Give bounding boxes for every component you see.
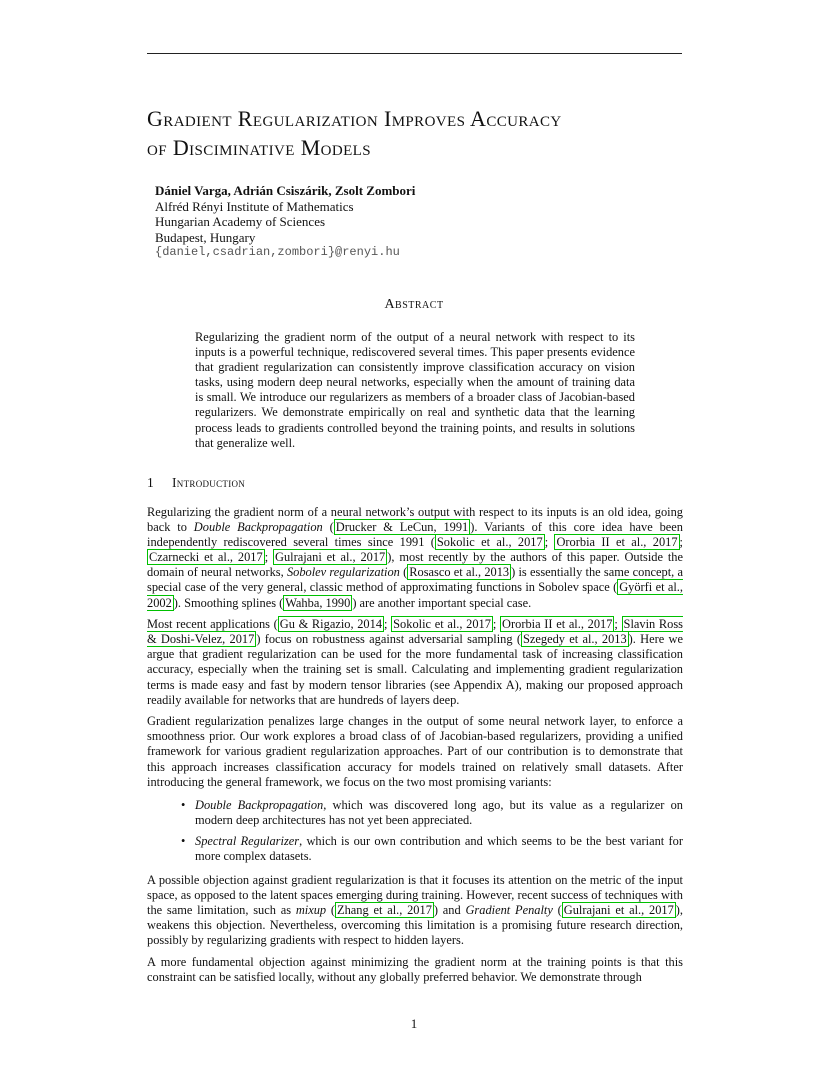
emphasis: mixup (295, 903, 327, 918)
affiliation-city: Budapest, Hungary (155, 229, 256, 245)
citation-link[interactable]: Ororbia II et al., 2017 (502, 617, 613, 632)
paragraph-4 (147, 873, 683, 948)
affiliation-academy: Hungarian Academy of Sciences (155, 214, 326, 229)
paragraph-2 (147, 617, 683, 708)
text-run: ; (264, 550, 273, 565)
citation-link[interactable]: Ororbia II et al., 2017 (556, 535, 678, 550)
citation-link[interactable]: Sokolic et al., 2017 (436, 535, 543, 550)
list-item-term: Spectral Regularizer (195, 833, 300, 848)
bullet-marker: • (181, 833, 186, 848)
text-run: ), weakens this objection. Nevertheless, overcoming this limitation is a promising future research direction, possibly by regularizing gradients with respect to hidden layers. (147, 903, 684, 948)
text-run: ; (614, 617, 622, 632)
text-run: ; (384, 617, 392, 632)
title-line-2: of Disciminative Models (147, 135, 371, 160)
citation-link[interactable]: Gulrajani et al., 2017 (563, 903, 674, 918)
text-run: ), most recently by the authors of this paper. Outside the domain of neural networks, (147, 550, 683, 580)
emphasis: Double Backpropagation (193, 520, 323, 535)
list-item-term: Double Backpropagation (195, 797, 324, 812)
abstract-heading: Abstract (384, 297, 444, 312)
section-title: Introduction (172, 475, 246, 490)
citation-link[interactable]: Drucker & LeCun, 1991 (335, 520, 469, 535)
citation-link[interactable]: Czarnecki et al., 2017 (149, 550, 263, 565)
author-block (155, 183, 415, 261)
abstract-text: Regularizing the gradient norm of the output of a neural network with respect to its inputs is a powerful technique, rediscovered several times. This paper presents evidence that gradient regularization can consistently improve classification accuracy on vision tasks, using modern deep neural networks, especially when the amount of training data is small. We introduce our regularizers as members of a broader class of Jacobian-based regularizers. We demonstrate empirically on real and synthetic data that the learning process leads to gradients controlled beyond the training points, and results in solutions that generalize well. (195, 330, 635, 450)
bullet-marker: • (181, 797, 186, 812)
text-run: ). Smoothing splines ( (173, 595, 284, 610)
paragraph-3: Gradient regularization penalizes large changes in the output of some neural network layer, to enforce a smoothness prior. Our work explores a broad class of of Jacobian-based regularizers, providing a unified framework for various gradient regularization approaches. Part of our contribution is to demonstrate that this approach increases classification accuracy for models trained on relatively small datasets. After introducing the general framework, we focus on the two most promising variants: (147, 714, 683, 789)
section-number: 1 (147, 475, 155, 490)
page-number: 1 (410, 1016, 418, 1031)
citation-link[interactable]: Zhang et al., 2017 (337, 903, 432, 918)
text-run: ) are another important special case. (352, 595, 532, 610)
affiliation-institute: Alfréd Rényi Institute of Mathematics (155, 198, 354, 214)
emphasis: Gradient Penalty (465, 903, 553, 918)
text-run: Most recent applications ( (147, 617, 278, 632)
text-run: ; (544, 535, 555, 550)
text-run: ( (399, 565, 408, 580)
variant-list (147, 798, 683, 864)
text-run: ). Here we argue that gradient regularization can be used for the more fundamental task of increasing classification accuracy, especially when the training set is small. Calculating and implementing gradient regularization terms is made easy and fast by modern tensor libraries (see Appendix A), making our proposed approach readily available for networks that are hundreds of layers deep. (147, 632, 683, 707)
text-run: ( (552, 903, 562, 918)
citation-link[interactable]: Sokolic et al., 2017 (393, 617, 491, 632)
text-run: ; (492, 617, 501, 632)
citation-link[interactable]: Szegedy et al., 2013 (522, 632, 627, 647)
arxiv-stamp (20, 278, 60, 758)
paper-title (147, 104, 707, 162)
text-run: ; (679, 535, 683, 550)
author-names: Dániel Varga, Adrián Csiszárik, Zsolt Zombori (155, 183, 416, 198)
text-run: ). Variants of this core idea have been independently rediscovered several times since 1991 ( (147, 520, 683, 550)
section-body (147, 505, 683, 992)
citation-link[interactable]: Gulrajani et al., 2017 (275, 550, 386, 565)
citation-link[interactable]: Rosasco et al., 2013 (409, 565, 510, 580)
text-run: ) focus on robustness against adversarial sampling ( (256, 632, 521, 647)
paragraph-1 (147, 505, 683, 611)
text-run: ( (326, 903, 336, 918)
author-emails: {daniel,csadrian,zombori}@renyi.hu (155, 245, 400, 259)
emphasis: Sobolev regularization (286, 565, 400, 580)
paragraph-5: A more fundamental objection against minimizing the gradient norm at the training points is that this constraint can be satisfied locally, without any globally preferred behavior. We demonstrate through (147, 955, 683, 985)
text-run: Regularizing the gradient norm of a neural network’s output with respect to its inputs is an old idea, going back to (147, 505, 683, 535)
list-item (181, 797, 683, 828)
citation-link[interactable]: Gu & Rigazio, 2014 (279, 617, 383, 632)
citation-link[interactable]: Wahba, 1990 (285, 595, 351, 610)
list-item (181, 833, 683, 864)
text-run: A possible objection against gradient regularization is that it focuses its attention on the metric of the input space, as opposed to the latent spaces emerging during training. However, recent success of techniques with the same limitation, such as (147, 873, 683, 918)
citation-link[interactable]: Slavin Ross & Doshi-Velez, 2017 (147, 617, 683, 647)
list-item-text: , which was discovered long ago, but its value as a regularizer on modern deep architectures has not yet been appreciated. (195, 797, 683, 827)
top-rule (147, 53, 682, 54)
title-line-1: Gradient Regularization Improves Accuracy (147, 106, 562, 131)
arxiv-stamp-svg (20, 278, 60, 758)
citation-link[interactable]: Györfi et al., 2002 (147, 580, 683, 610)
text-run: ) and (433, 903, 466, 918)
list-item-text: , which is our own contribution and which seems to be the best variant for more complex datasets. (195, 833, 683, 863)
text-run: ( (322, 520, 334, 535)
text-run: ) is essentially the same concept, a special case of the very general, classic method of approximating functions in Sobolev space ( (147, 565, 683, 595)
section-heading (147, 475, 245, 491)
